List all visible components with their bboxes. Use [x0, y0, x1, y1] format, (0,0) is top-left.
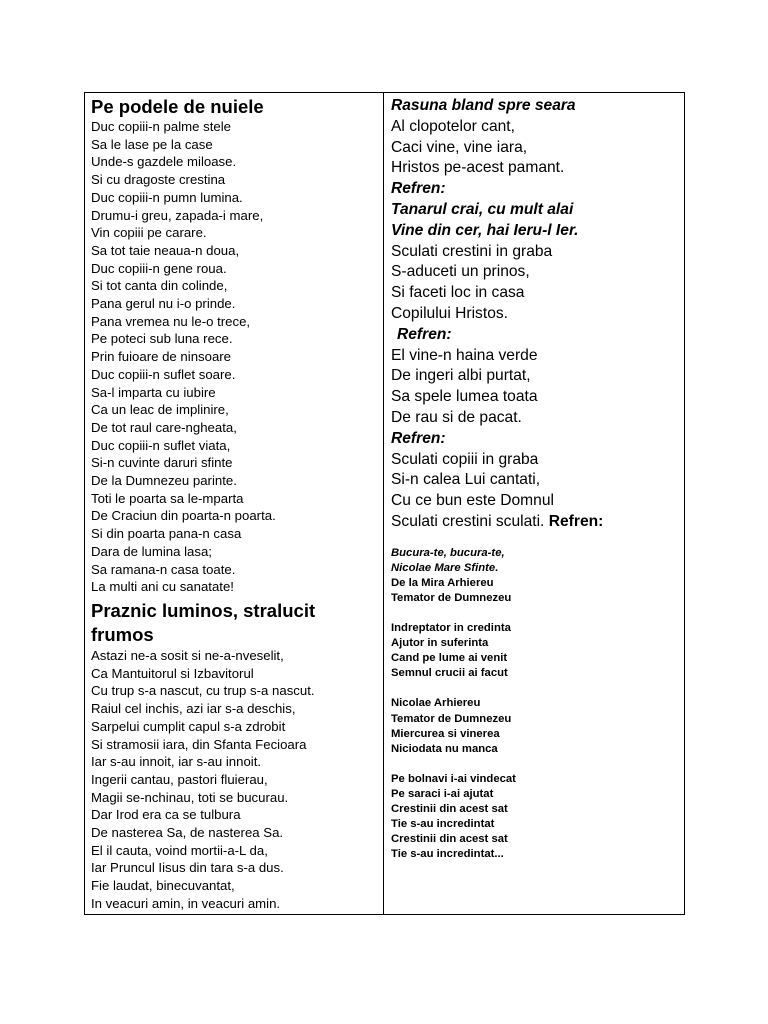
- verse-line: Sa ramana-n casa toate.: [91, 561, 236, 577]
- verse-line: Iar s-au innoit, iar s-au innoit.: [91, 754, 262, 770]
- carol-line: Si faceti loc in casa: [391, 284, 525, 302]
- carol-line: Al clopotelor cant,: [391, 117, 515, 135]
- stanza-line: Miercurea si vinerea: [391, 727, 500, 740]
- verse-line: Si cu dragoste crestina: [91, 172, 226, 188]
- verse-line: Duc copiii-n suflet soare.: [91, 366, 236, 382]
- carol-line-text: Sculati crestini sculati.: [391, 512, 545, 530]
- verse-line: La multi ani cu sanatate!: [91, 579, 234, 595]
- refren-label: Refren:: [391, 429, 446, 447]
- verse-line: Dar Irod era ca se tulbura: [91, 807, 241, 823]
- verse-line: Pana gerul nu i-o prinde.: [91, 296, 236, 312]
- stanza-line: Tie s-au incredintat: [391, 818, 495, 831]
- carol-line: De ingeri albi purtat,: [391, 367, 531, 385]
- stanza-line: Crestinii din acest sat: [391, 833, 508, 846]
- verse-line: Sa-l imparta cu iubire: [91, 384, 216, 400]
- verse-line: Si din poarta pana-n casa: [91, 526, 242, 542]
- stanza-line: Nicolae Arhiereu: [391, 697, 481, 710]
- carol-line: Sa spele lumea toata: [391, 388, 538, 406]
- verse-line: Astazi ne-a sosit si ne-a-nveselit,: [91, 647, 284, 663]
- verse-line: Pe poteci sub luna rece.: [91, 331, 233, 347]
- stanza-line: Ajutor in suferinta: [391, 637, 489, 650]
- verse-line: Drumu-i greu, zapada-i mare,: [91, 207, 264, 223]
- stanza-line: Temator de Dumnezeu: [391, 592, 512, 605]
- verse-line: Dara de lumina lasa;: [91, 543, 212, 559]
- stanza-line: Pe saraci i-ai ajutat: [391, 787, 494, 800]
- carol-line: Caci vine, vine iara,: [391, 138, 528, 156]
- stanza-line: Bucura-te, bucura-te,: [391, 546, 505, 559]
- stanza-line: Crestinii din acest sat: [391, 803, 508, 816]
- left-column: [91, 96, 381, 913]
- carol-line: Si-n calea Lui cantati,: [391, 471, 541, 489]
- verse-line: Unde-s gazdele miloase.: [91, 154, 237, 170]
- carol-line: Sculati crestini in graba: [391, 242, 553, 260]
- verse-line: De Craciun din poarta-n poarta.: [91, 508, 276, 524]
- nicolae-stanza: [391, 772, 681, 863]
- stanza-line: Semnul crucii ai facut: [391, 667, 508, 680]
- verse-line: Ca un leac de implinire,: [91, 402, 229, 418]
- stanza-line: Pe bolnavi i-ai vindecat: [391, 772, 516, 785]
- right-column: [391, 96, 681, 862]
- carol-line: El vine-n haina verde: [391, 346, 538, 364]
- song-title-praznic-luminos: [91, 599, 381, 647]
- song-title-line: Praznic luminos, stralucit: [91, 599, 316, 621]
- carol-line: De rau si de pacat.: [391, 408, 522, 426]
- verse-line: Sa le lase pe la case: [91, 136, 213, 152]
- verse-line: Fie laudat, binecuvantat,: [91, 878, 235, 894]
- carol-line: Hristos pe-acest pamant.: [391, 159, 565, 177]
- stanza-line: Indreptator in credinta: [391, 622, 511, 635]
- nicolae-stanza: [391, 621, 681, 681]
- verse-line: Duc copiii-n suflet viata,: [91, 437, 231, 453]
- carols-table: [84, 92, 685, 915]
- verse-line: De la Dumnezeu parinte.: [91, 473, 237, 489]
- verse-line: Si stramosii iara, din Sfanta Fecioara: [91, 736, 307, 752]
- carol-heading-line: Rasuna bland spre seara: [391, 97, 576, 114]
- carol-line: Cu ce bun este Domnul: [391, 492, 554, 510]
- refren-label: Refren:: [391, 180, 446, 198]
- verse-line: Sarpelui cumplit capul s-a zdrobit: [91, 718, 286, 734]
- stanza-line: Tie s-au incredintat...: [391, 848, 504, 861]
- stanza-line: Niciodata nu manca: [391, 742, 498, 755]
- verse-line: Vin copiii pe carare.: [91, 225, 207, 241]
- column-divider: [383, 93, 384, 914]
- stanza-line: Temator de Dumnezeu: [391, 712, 512, 725]
- refren-inline-label: Refren:: [548, 512, 604, 530]
- carol-line: Copilului Hristos.: [391, 304, 508, 322]
- verse-line: Sa tot taie neaua-n doua,: [91, 242, 240, 258]
- verse-line: Si-n cuvinte daruri sfinte: [91, 455, 233, 471]
- song-title-line: frumos: [91, 623, 154, 645]
- verse-line: De tot raul care-ngheata,: [91, 419, 237, 435]
- refren-line: Vine din cer, hai Ieru-l Ier.: [391, 221, 579, 239]
- verse-line: Pana vremea nu le-o trece,: [91, 313, 251, 329]
- verse-line: Duc copiii-n palme stele: [91, 119, 231, 134]
- verse-line: Prin fuioare de ninsoare: [91, 349, 232, 365]
- stanza-line: Cand pe lume ai venit: [391, 652, 508, 665]
- carol-line: S-aduceti un prinos,: [391, 263, 530, 281]
- verse-line: Raiul cel inchis, azi iar s-a deschis,: [91, 701, 296, 717]
- verse-line: Ca Mantuitorul si Izbavitorul: [91, 665, 254, 681]
- refren-label: Refren:: [397, 325, 452, 343]
- nicolae-stanza: [391, 546, 681, 606]
- stanza-line: Nicolae Mare Sfinte.: [391, 561, 499, 574]
- refren-line: Tanarul crai, cu mult alai: [391, 200, 574, 218]
- verse-line: Toti le poarta sa le-mparta: [91, 490, 244, 506]
- verse-line: Si tot canta din colinde,: [91, 278, 228, 294]
- verse-line: In veacuri amin, in veacuri amin.: [91, 895, 281, 911]
- verse-line: Magii se-nchinau, toti se bucurau.: [91, 789, 289, 805]
- carol-line-last: [391, 512, 681, 533]
- nicolae-stanza: [391, 696, 681, 756]
- verse-line: El il cauta, voind mortii-a-L da,: [91, 842, 268, 858]
- verse-line: Cu trup s-a nascut, cu trup s-a nascut.: [91, 683, 315, 699]
- verse-line: De nasterea Sa, de nasterea Sa.: [91, 825, 284, 841]
- verse-line: Duc copiii-n gene roua.: [91, 260, 227, 276]
- verse-line: Duc copiii-n pumn lumina.: [91, 189, 243, 205]
- carol-line: Sculati copiii in graba: [391, 450, 539, 468]
- stanza-line: De la Mira Arhiereu: [391, 576, 494, 589]
- verse-line: Ingerii cantau, pastori fluierau,: [91, 771, 268, 787]
- verse-line: Iar Pruncul Iisus din tara s-a dus.: [91, 860, 284, 876]
- song-title-pe-podele: Pe podele de nuiele: [91, 96, 264, 117]
